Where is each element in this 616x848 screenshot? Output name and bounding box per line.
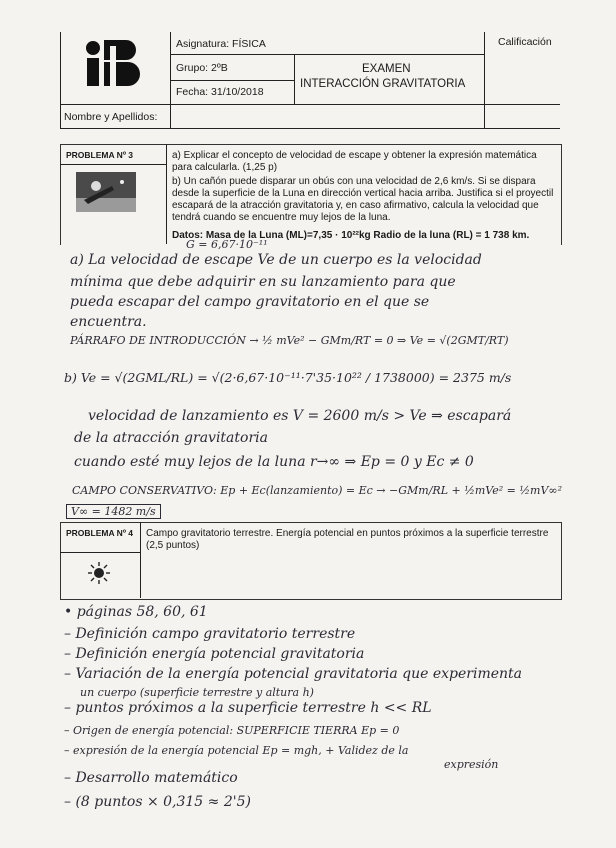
exam-title: EXAMEN — [362, 63, 411, 75]
handwritten-conservative-field: CAMPO CONSERVATIVO: Ep + Ec(lanzamiento) = Ec → −GMm/RL + ½mVe² = ½mV∞² — [72, 484, 562, 497]
handwritten-line: velocidad de lanzamiento es V = 2600 m/s > Ve ⇒ escapará — [88, 408, 512, 424]
school-logo — [84, 36, 148, 88]
handwritten-item: un cuerpo (superficie terrestre y altura h) — [80, 686, 314, 699]
handwritten-item: – Definición campo gravitatorio terrestre — [64, 626, 356, 642]
handwritten-line: de la atracción gravitatoria — [74, 430, 268, 446]
group-label: Grupo: 2ºB — [176, 62, 228, 74]
handwritten-item: – Origen de energía potencial: SUPERFICIE TIERRA Ep = 0 — [64, 724, 400, 737]
grade-label: Calificación — [498, 36, 552, 48]
problem4-text: Campo gravitatorio terrestre. Energía potencial en puntos próximos a la superficie terrestre (2,5 puntos) — [146, 528, 549, 551]
problem3-data: Datos: Masa de la Luna (ML)=7,35 · 10²²kg Radio de la luna (RL) = 1 738 km. — [172, 230, 530, 241]
handwritten-line: cuando esté muy lejos de la luna r→∞ ⇒ Ep = 0 y Ec ≠ 0 — [74, 454, 474, 470]
handwritten-formula-b: b) Ve = √(2GML/RL) = √(2·6,67·10⁻¹¹·7'35·10²² / 1738000) = 2375 m/s — [64, 370, 512, 385]
problem3-label: PROBLEMA Nº 3 — [66, 150, 134, 160]
handwritten-line: a) La velocidad de escape Ve de un cuerpo es la velocidad — [70, 252, 482, 268]
date-label: Fecha: 31/10/2018 — [176, 86, 264, 98]
handwritten-item: – Definición energía potencial gravitatoria — [64, 646, 365, 662]
exam-subtitle: INTERACCIÓN GRAVITATORIA — [300, 78, 466, 90]
handwritten-item: – Variación de la energía potencial gravitatoria que experimenta — [64, 666, 522, 682]
handwritten-item: expresión — [444, 758, 499, 771]
subject-label: Asignatura: FÍSICA — [176, 38, 266, 50]
handwritten-g-value: G = 6,67·10⁻¹¹ — [186, 238, 268, 251]
handwritten-line: mínima que debe adquirir en su lanzamiento para que — [70, 274, 456, 290]
handwritten-item: – puntos próximos a la superficie terrestre h << RL — [64, 700, 432, 716]
handwritten-line: encuentra. — [70, 314, 147, 330]
problem4-sun-icon — [88, 562, 110, 584]
handwritten-result-box: V∞ = 1482 m/s — [66, 504, 161, 519]
handwritten-item: – expresión de la energía potencial Ep = mgh, + Validez de la — [64, 744, 409, 757]
name-label: Nombre y Apellidos: — [64, 111, 158, 123]
handwritten-item: – Desarrollo matemático — [64, 770, 238, 786]
problem3-part-b: b) Un cañón puede disparar un obús con una velocidad de 2,6 km/s. Si se dispara desde la superficie de la Luna en dirección vertical hacia arriba. Justifica si el proyectil escapará de la atracción gravitatoria y, en caso afirmativo, calcula la velocidad que tendrá cuando se encuentre muy lejos de la luna. — [172, 176, 554, 223]
problem3-cannon-image — [76, 172, 136, 212]
handwritten-item: • páginas 58, 60, 61 — [64, 604, 208, 620]
handwritten-formula-intro: PÁRRAFO DE INTRODUCCIÓN → ½ mVe² − GMm/RT = 0 ⇒ Ve = √(2GMT/RT) — [70, 334, 509, 347]
handwritten-item: – (8 puntos × 0,315 ≈ 2'5) — [64, 794, 251, 810]
handwritten-line: pueda escapar del campo gravitatorio en el que se — [70, 294, 430, 310]
problem3-part-a: a) Explicar el concepto de velocidad de escape y obtener la expresión matemática para calcularla. (1,25 p) — [172, 150, 537, 173]
problem4-label: PROBLEMA Nº 4 — [66, 528, 134, 538]
